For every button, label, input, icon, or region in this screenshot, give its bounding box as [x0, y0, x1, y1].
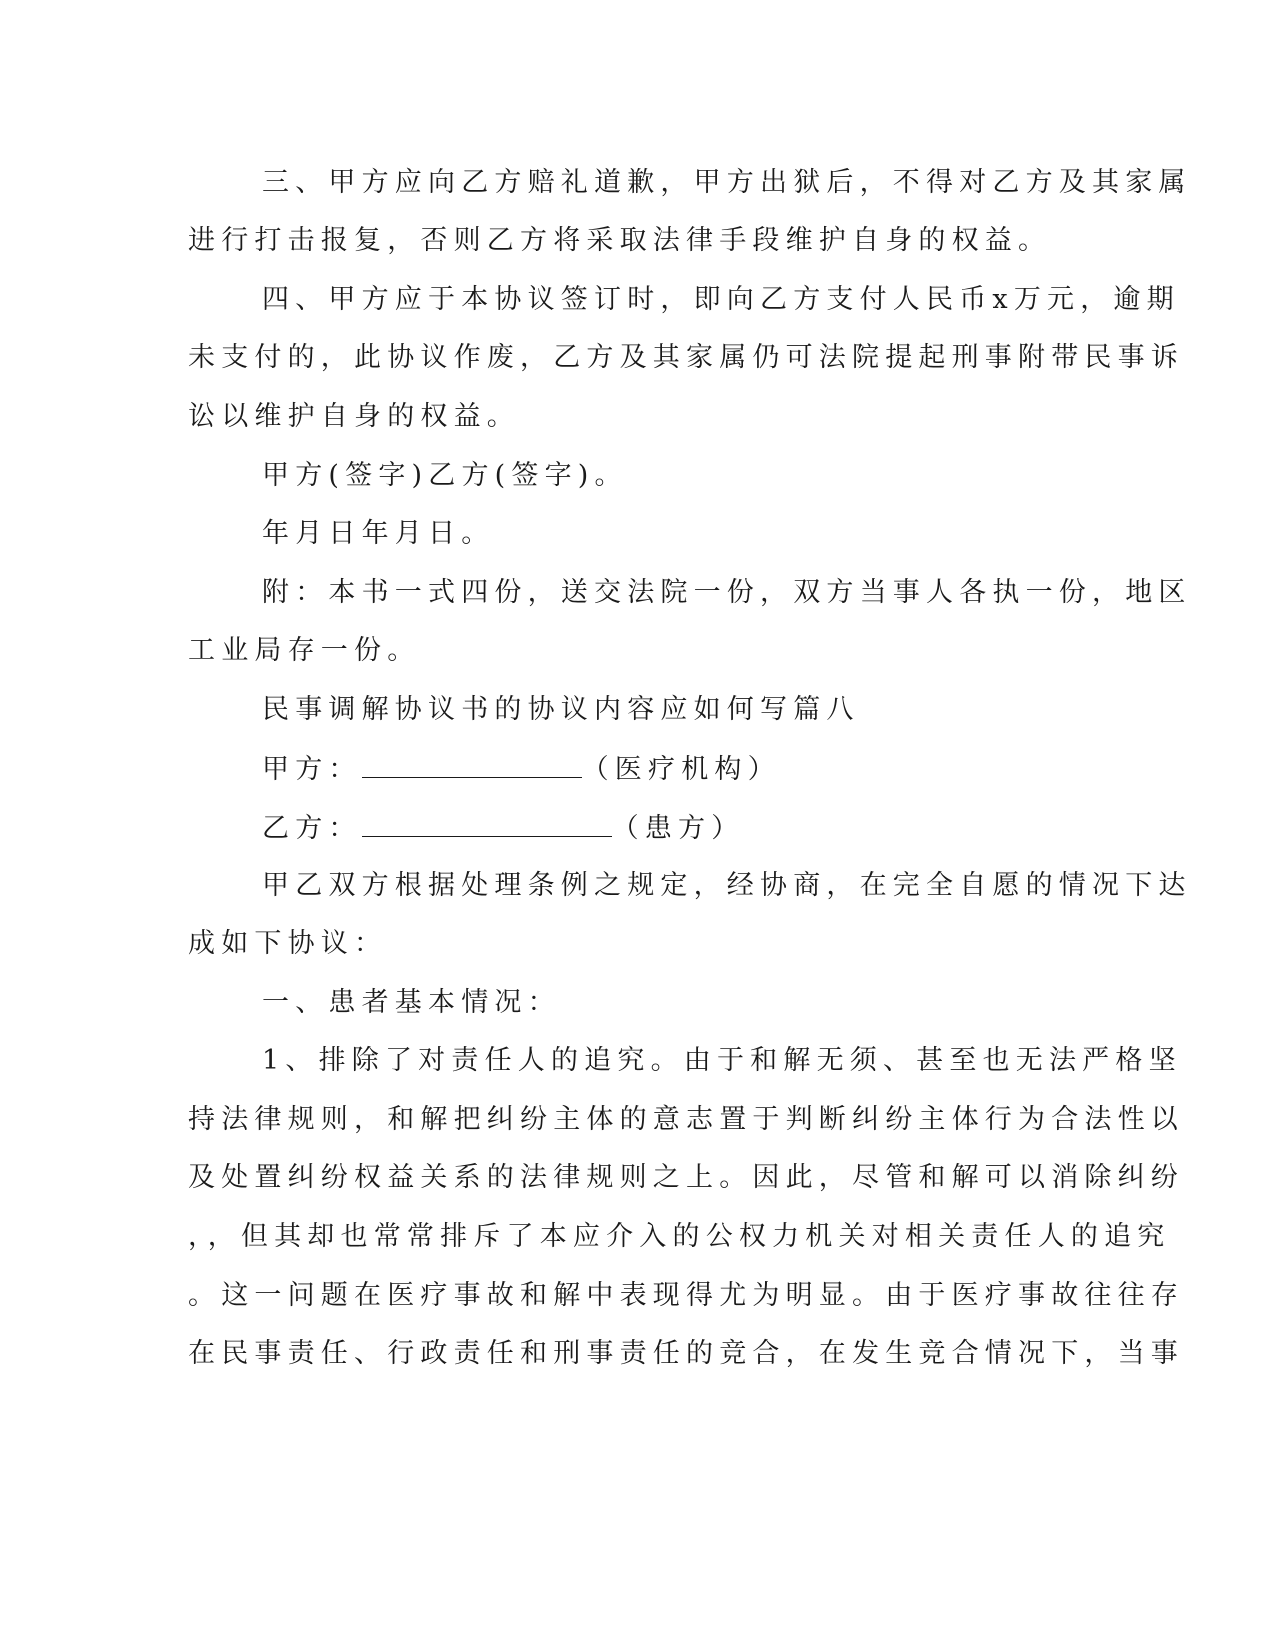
party-a-label: 甲方： [262, 754, 362, 785]
party-a-blank [362, 751, 582, 778]
appendix-line-1: 附：本书一式四份，送交法院一份，双方当事人各执一份，地区 [262, 577, 1192, 608]
paragraph-4-line-1: 四、甲方应于本协议签订时，即向乙方支付人民币x万元，逾期 [262, 284, 1180, 315]
point-1-line-5: 。这一问题在医疗事故和解中表现得尤为明显。由于医疗事故往往存 [188, 1280, 1184, 1311]
point-1-line-2: 持法律规则，和解把纠纷主体的意志置于判断纠纷主体行为合法性以 [188, 1104, 1184, 1135]
point-1-line-3: 及处置纠纷权益关系的法律规则之上。因此，尽管和解可以消除纠纷 [188, 1162, 1184, 1193]
party-a-line [262, 751, 1068, 787]
party-b-note: （患方） [611, 813, 745, 844]
party-a-note: （医疗机构） [581, 754, 781, 785]
agreement-intro-line-2: 成如下协议： [188, 928, 388, 959]
date-line: 年月日年月日。 [262, 518, 495, 549]
party-b-blank [362, 810, 612, 837]
appendix-line-2: 工业局存一份。 [188, 635, 421, 666]
signature-line: 甲方(签字)乙方(签字)。 [262, 460, 628, 491]
agreement-intro-line-1: 甲乙双方根据处理条例之规定，经协商，在完全自愿的情况下达 [262, 870, 1192, 901]
point-1-line-4: ，，但其却也常常排斥了本应介入的公权力机关对相关责任人的追究 [188, 1221, 1171, 1252]
paragraph-4-line-2: 未支付的，此协议作废，乙方及其家属仍可法院提起刑事附带民事诉 [188, 342, 1184, 373]
point-1-line-6: 在民事责任、行政责任和刑事责任的竞合，在发生竞合情况下，当事 [188, 1338, 1184, 1369]
paragraph-4-line-3: 讼以维护自身的权益。 [188, 401, 520, 432]
paragraph-3-line-2: 进行打击报复，否则乙方将采取法律手段维护自身的权益。 [188, 225, 1052, 256]
point-1-line-1: 1、排除了对责任人的追究。由于和解无须、甚至也无法严格坚 [262, 1045, 1182, 1076]
patient-info-heading: 一、患者基本情况： [262, 987, 561, 1018]
section-heading: 民事调解协议书的协议内容应如何写篇八 [262, 694, 860, 725]
paragraph-3-line-1: 三、甲方应向乙方赔礼道歉，甲方出狱后，不得对乙方及其家属 [262, 167, 1192, 198]
party-b-label: 乙方： [262, 813, 362, 844]
party-b-line [262, 810, 1068, 846]
